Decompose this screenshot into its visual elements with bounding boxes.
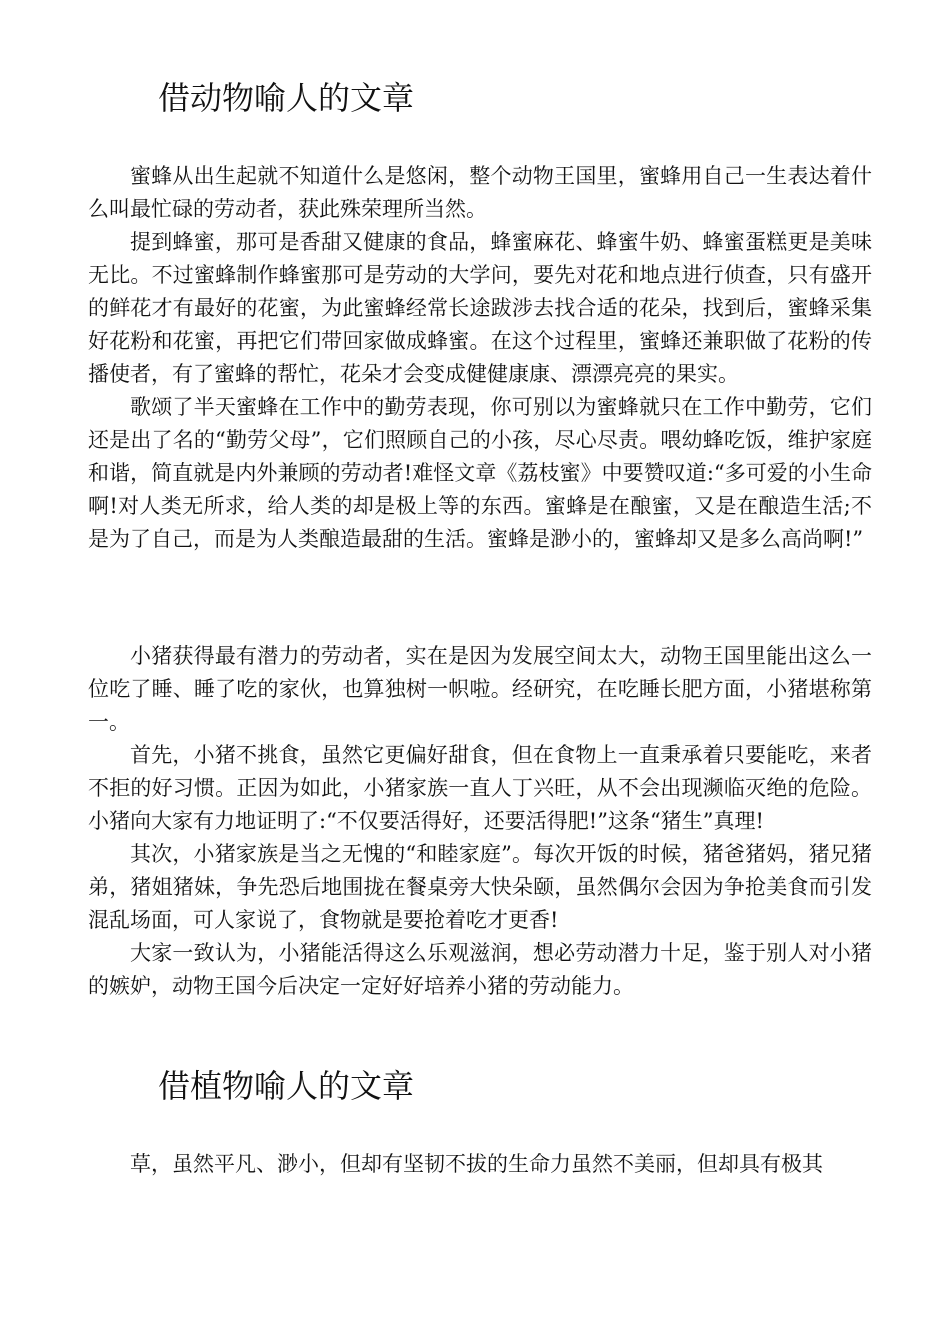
section-title-plants: 借植物喻人的文章 [158,1067,415,1105]
paragraph: 其次，小猪家族是当之无愧的“和睦家庭”。每次开饭的时候，猪爸猪妈，猪兄猪弟，猪姐猪妹，争先恐后地围拢在餐桌旁大快朵颐，虽然偶尔会因为争抢美食而引发混乱场面，可人家说了，食物就是要抢着吃才更香! [88,842,872,932]
section-body-pigs [88,640,872,1003]
paragraph: 草，虽然平凡、渺小，但却有坚韧不拔的生命力虽然不美丽，但却具有极其 [130,1152,823,1176]
section-body-grass [88,1148,872,1181]
paragraph: 蜜蜂从出生起就不知道什么是悠闲，整个动物王国里，蜜蜂用自己一生表达着什么叫最忙碌的劳动者，获此殊荣理所当然。 [88,164,872,221]
paragraph: 小猪获得最有潜力的劳动者，实在是因为发展空间太大，动物王国里能出这么一位吃了睡、睡了吃的家伙，也算独树一帜啦。经研究，在吃睡长肥方面，小猪堪称第一。 [88,644,872,734]
section-title-animals: 借动物喻人的文章 [158,79,415,117]
paragraph: 提到蜂蜜，那可是香甜又健康的食品，蜂蜜麻花、蜂蜜牛奶、蜂蜜蛋糕更是美味无比。不过蜜蜂制作蜂蜜那可是劳动的大学问，要先对花和地点进行侦查，只有盛开的鲜花才有最好的花蜜，为此蜜蜂经常长途跋涉去找合适的花朵，找到后，蜜蜂采集好花粉和花蜜，再把它们带回家做成蜂蜜。在这个过程里，蜜蜂还兼职做了花粉的传播使者，有了蜜蜂的帮忙，花朵才会变成健健康康、漂漂亮亮的果实。 [88,230,872,386]
paragraph: 首先，小猪不挑食，虽然它更偏好甜食，但在食物上一直秉承着只要能吃，来者不拒的好习惯。正因为如此，小猪家族一直人丁兴旺，从不会出现濒临灭绝的危险。小猪向大家有力地证明了:“不仅要活得好，还要活得肥!”这条“猪生”真理! [88,743,872,833]
paragraph: 歌颂了半天蜜蜂在工作中的勤劳表现，你可别以为蜜蜂就只在工作中勤劳，它们还是出了名的“勤劳父母”，它们照顾自己的小孩，尽心尽责。喂幼蜂吃饭，维护家庭和谐，简直就是内外兼顾的劳动者!难怪文章《荔枝蜜》中要赞叹道:“多可爱的小生命啊!对人类无所求，给人类的却是极上等的东西。蜜蜂是在酿蜜，又是在酿造生活;不是为了自己，而是为人类酿造最甜的生活。蜜蜂是渺小的，蜜蜂却又是多么高尚啊!” [88,395,872,551]
paragraph: 大家一致认为，小猪能活得这么乐观滋润，想必劳动潜力十足，鉴于别人对小猪的嫉妒，动物王国今后决定一定好好培养小猪的劳动能力。 [88,941,872,998]
section-body-bees [88,160,872,556]
